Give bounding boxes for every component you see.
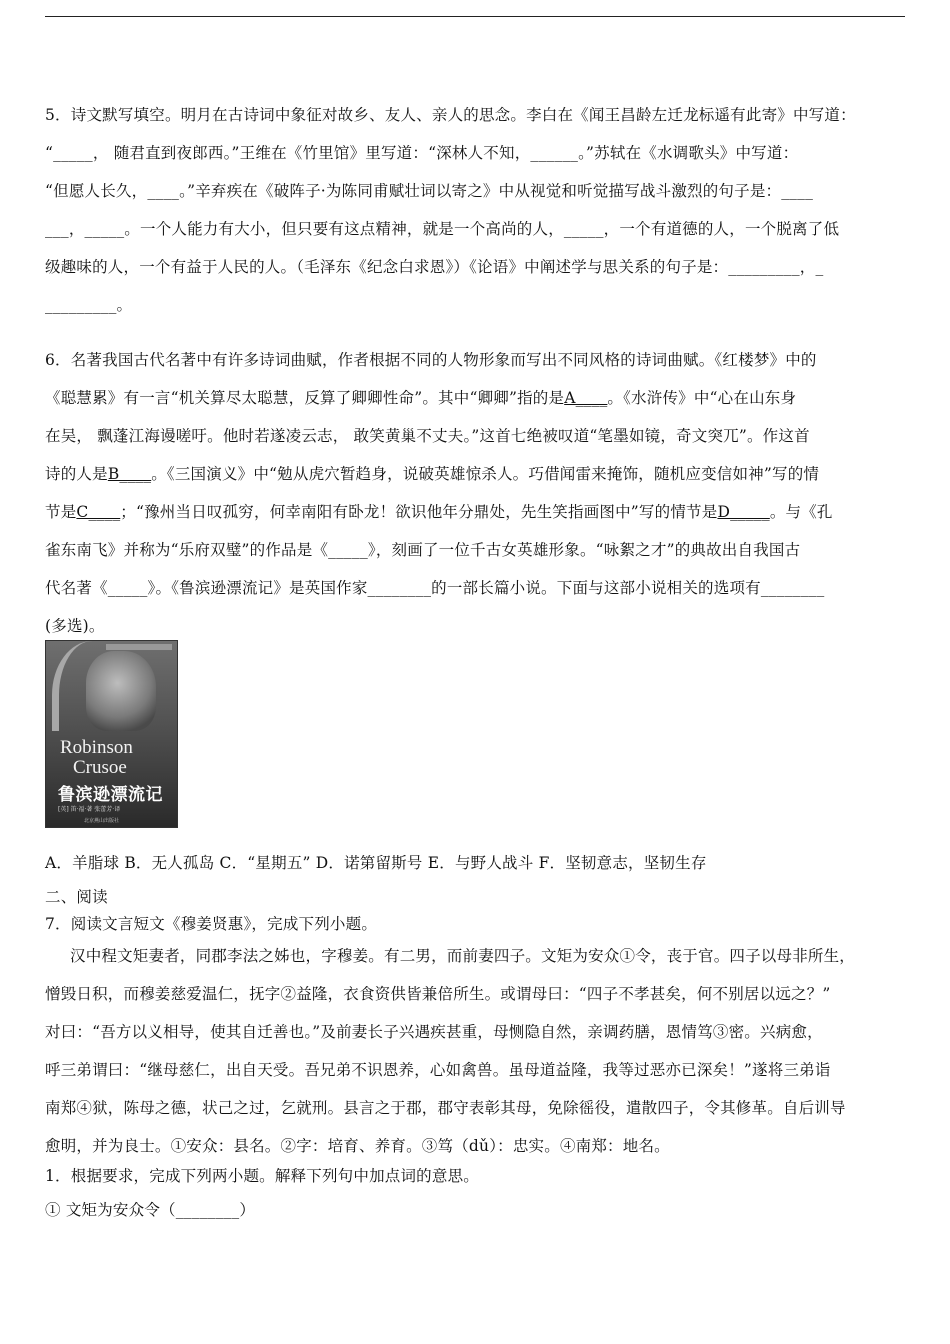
- section-2-title: 二、阅读: [45, 888, 108, 906]
- q6-text: 《聪慧累》有一言“机关算尽太聪慧，反算了卿卿性命”。其中“卿卿”指的是: [45, 389, 565, 407]
- passage-line: 对曰：“吾方以义相导，使其自迁善也。”及前妻长子兴遇疾甚重，母恻隐自然，亲调药膳，恩情笃③密。兴病愈，: [45, 1023, 823, 1041]
- cover-author: [英] 笛·福·著 张蕾芳·译: [58, 806, 121, 813]
- q6-text: 。《三国演义》中“勉从虎穴暂趋身，说破英雄惊杀人。巧借闻雷来掩饰，随机应变信如神”写的情: [151, 465, 820, 483]
- q6-text: ；“豫州当日叹孤穷，何幸南阳有卧龙！欲识他年分鼎处，先生笑指画图中”写的情节是: [120, 503, 718, 521]
- q6-options-line: A．羊脂球 B．无人孤岛 C．“星期五” D．诺第留斯号 E．与野人战斗 F．坚韧意志，坚韧生存: [45, 854, 707, 872]
- header-rule: [45, 16, 905, 17]
- passage-line: 愈明，并为良士。①安众：县名。②字：培育、养育。③笃（dǔ）：忠实。④南郑：地名。: [45, 1137, 670, 1155]
- q5-line: 级趣味的人，一个有益于人民的人。（毛泽东《纪念白求恩》）《论语》中阐述学与思关系的句子是：_________，_: [45, 258, 824, 276]
- q5-line: “_____， 随君直到夜郎西。”王维在《竹里馆》里写道：“深林人不知，______。”苏轼在《水调歌头》中写道：: [45, 144, 799, 162]
- answer-blank-a[interactable]: A____: [564, 389, 608, 407]
- cover-figure-portrait: [86, 651, 156, 731]
- passage-line: 呼三弟谓曰：“继母慈仁，出自天受。吾兄弟不识恩养，心如禽兽。虽母道益隆，我等过恶亦已深矣！”遂将三弟诣: [45, 1061, 831, 1079]
- q6-line-8: (多选)。: [45, 617, 105, 635]
- cover-title-en-2: Crusoe: [73, 757, 127, 778]
- q7-title: 7．阅读文言短文《穆姜贤惠》，完成下列小题。: [45, 915, 378, 933]
- q6-line-3: 在吴， 飘蓬江海谩嗟吁。他时若遂凌云志， 敢笑黄巢不丈夫。”这首七绝被叹道“笔墨如镜，奇文突兀”。作这首: [45, 427, 810, 445]
- q6-line-4: [45, 462, 819, 484]
- sub1-prompt: 1．根据要求，完成下列两小题。解释下列句中加点词的意思。: [45, 1167, 479, 1185]
- passage-line: 憎毁日积，而穆姜慈爱温仁，抚字②益隆，衣食资供皆兼倍所生。或谓母曰：“四子不孝甚矣，何不别居以远之？”: [45, 985, 831, 1003]
- q5-line: ___，_____。一个人能力有大小，但只要有这点精神，就是一个高尚的人，_____，一个有道德的人，一个脱离了低: [45, 220, 840, 238]
- q6-text: 诗的人是: [45, 465, 108, 483]
- q6-text: 节是: [45, 503, 77, 521]
- answer-blank-d[interactable]: D_____: [717, 503, 770, 521]
- cover-publisher: 北京燕山出版社: [84, 818, 120, 824]
- q5-line: “但愿人长久，____。”辛弃疾在《破阵子·为陈同甫赋壮词以寄之》中从视觉和听觉描写战斗激烈的句子是：____: [45, 182, 814, 200]
- q6-line-1: 6．名著我国古代名著中有许多诗词曲赋，作者根据不同的人物形象而写出不同风格的诗词曲赋。《红楼梦》中的: [45, 351, 817, 369]
- cover-title-en-1: Robinson: [60, 737, 133, 758]
- sub1-item-1[interactable]: ① 文矩为安众令（________）: [45, 1201, 256, 1219]
- q5-line: _________。: [45, 296, 133, 314]
- q5-line: 5．诗文默写填空。明月在古诗词中象征对故乡、友人、亲人的思念。李白在《闻王昌龄左迁龙标遥有此寄》中写道：: [45, 106, 856, 124]
- q6-text: 。《水浒传》中“心在山东身: [607, 389, 797, 407]
- cover-title-cn: 鲁滨逊漂流记: [58, 785, 163, 805]
- q6-line-6: 雀东南飞》并称为“乐府双璧”的作品是《_____》，刻画了一位千古女英雄形象。“咏絮之才”的典故出自我国古: [45, 541, 801, 559]
- q6-line-5: [45, 500, 833, 522]
- answer-blank-c[interactable]: C____: [76, 503, 121, 521]
- q6-text: 。与《孔: [769, 503, 833, 521]
- answer-blank-b[interactable]: B____: [107, 465, 152, 483]
- passage-line: 南郑④狱，陈母之德，状己之过，乞就刑。县言之于郡，郡守表彰其母，免除徭役，遣散四子，令其修革。自后训导: [45, 1099, 846, 1117]
- passage-line: 汉中程文矩妻者，同郡李法之姊也，字穆姜。有二男，而前妻四子。文矩为安众①令，丧于官。四子以母非所生，: [70, 947, 856, 965]
- q6-line-7: 代名著《_____》。《鲁滨逊漂流记》是英国作家________的一部长篇小说。下面与这部小说相关的选项有________: [45, 579, 825, 597]
- robinson-crusoe-book-cover: [45, 640, 178, 828]
- q6-line-2: [45, 386, 796, 408]
